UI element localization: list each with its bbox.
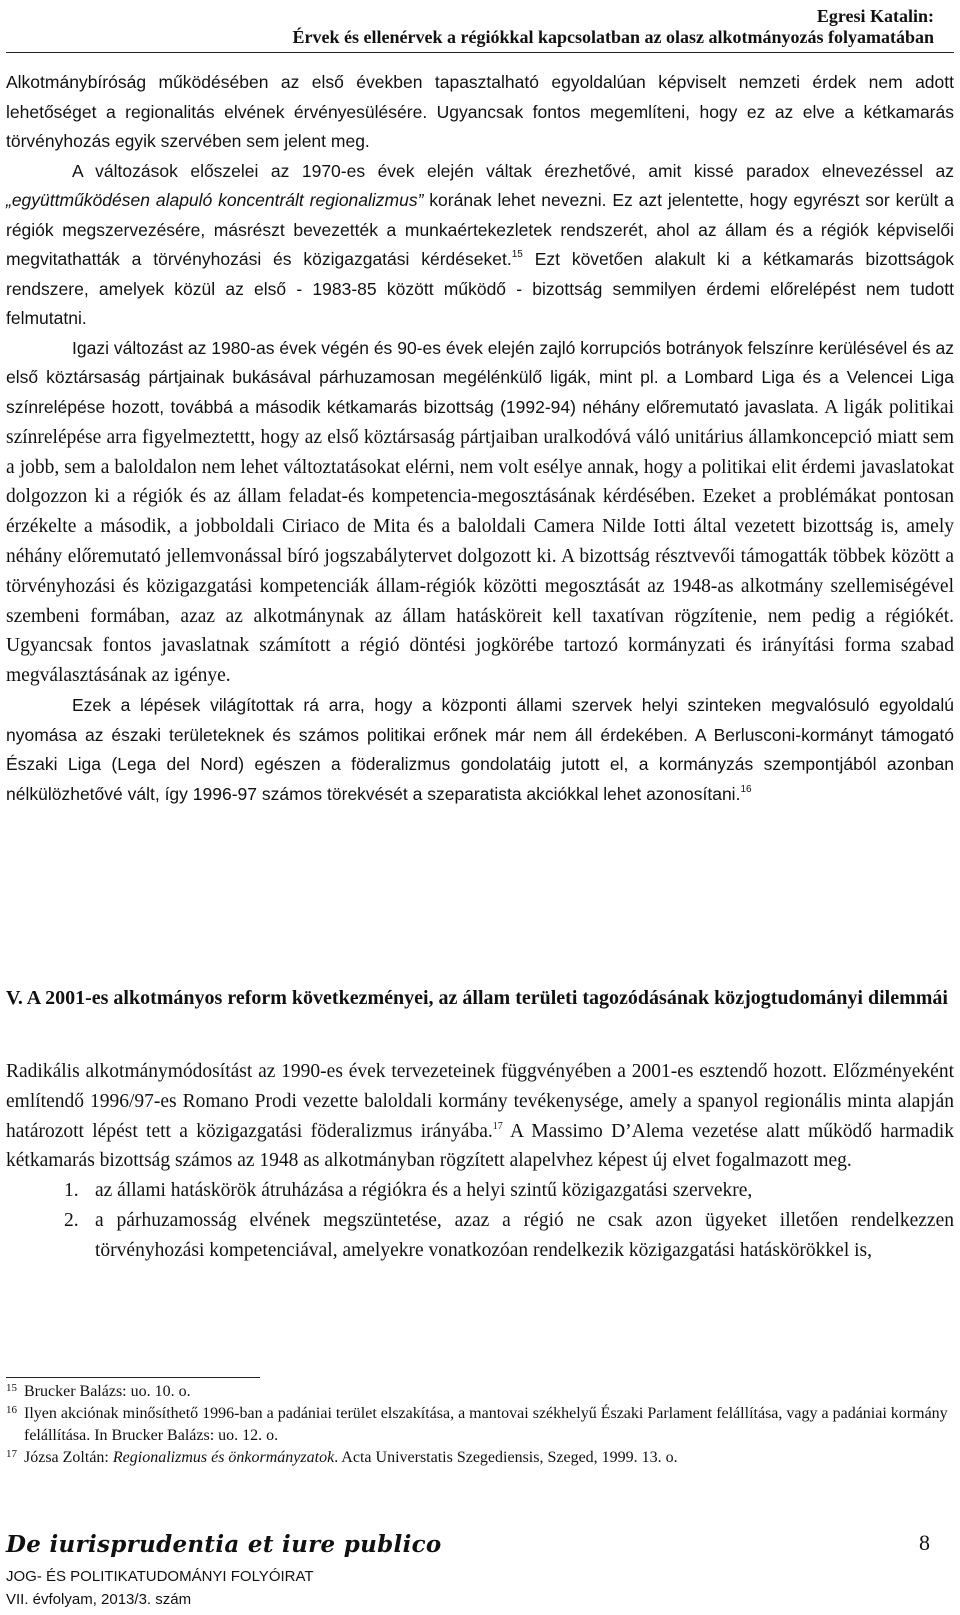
header-author: Egresi Katalin: <box>816 6 934 26</box>
list-item-text: a párhuzamosság elvének megszüntetése, azaz a régió ne csak azon ügyeket illetően rendelkezzen törvényhozási kompetenciával, amelyekre vonatkozóan rendelkezik közigazgatási hatáskörökkel is, <box>95 1209 954 1261</box>
paragraph-2-emphasis: „együttműködésen alapuló koncentrált regionalizmus” <box>6 190 424 210</box>
footnote-book-title: Regionalizmus és önkormányzatok <box>112 1449 335 1466</box>
footnote-ref-16[interactable]: 16 <box>740 783 752 795</box>
footnote-number: 15 <box>6 1382 17 1394</box>
footnote-number: 17 <box>6 1448 17 1460</box>
journal-name: JOG- ÉS POLITIKATUDOMÁNYI FOLYÓIRAT <box>6 1568 314 1585</box>
footnote-text: Ilyen akciónak minősíthető 1996-ban a padániai terület elszakítása, a mantovai székhelyű Északi Parlament felállítása, vagy a padániai kormány felállítása. In Brucker Balázs: uo. 12. o. <box>24 1405 948 1444</box>
journal-volume: VII. évfolyam, 2013/3. szám <box>6 1591 192 1608</box>
paragraph-1: Alkotmánybíróság működésében az első években tapasztalható egyoldalúan képviselt nemzeti érdek nem adott lehetőséget a regionalitás elvének érvényesülésére. Ugyancsak fontos megemlíteni, hogy ez az elve a kétkamarás törvényhozás egyik szervében sem jelent meg. <box>6 72 954 151</box>
footnote-text: Brucker Balázs: uo. 10. o. <box>24 1383 191 1400</box>
paragraph-5-text-b: A Massimo D’Alema vezetése alatt működő harmadik kétkamarás bizottság számos az 1948 as alkotmányban rögzített alapelvhez képest új elvet fogalmazott meg. <box>6 1120 954 1172</box>
footnote-ref-17[interactable]: 17 <box>492 1120 503 1132</box>
paragraph-2 <box>6 157 954 334</box>
principles-list <box>6 1176 954 1265</box>
list-item <box>6 1176 954 1206</box>
paragraph-5-text-a: Radikális alkotmánymódosítást az 1990-es évek tervezeteinek függvényében a 2001-es esztendő hozott. Előzményeként említendő 1996/97-es Romano Prodi vezette baloldali kormány tevékenysége, amely a spanyol regionális minta alapján határozott lépést tett a közigazgatási föderalizmus irányába. <box>6 1061 954 1142</box>
list-item-text: az állami hatáskörök átruházása a régiókra és a helyi szintű közigazgatási szervekre, <box>95 1180 753 1202</box>
footnote-ref-15[interactable]: 15 <box>511 249 523 260</box>
paragraph-2-text-c: Ezt követően alakult ki a kétkamarás bizottságok rendszere, amelyek közül az első - 1983-85 között működő - bizottság semmilyen érdemi előrelépést nem tudott felmutatni. <box>6 249 954 328</box>
footnote-16 <box>6 1403 954 1447</box>
paragraph-4 <box>6 691 954 809</box>
footnote-15 <box>6 1381 954 1403</box>
page-number: 8 <box>919 1530 930 1555</box>
article-body <box>6 68 954 809</box>
journal-logo: De iurisprudentia et iure publico <box>6 1531 442 1558</box>
footnote-number: 16 <box>6 1404 17 1416</box>
paragraph-5 <box>6 1057 954 1176</box>
footnote-text-tail: . Acta Universtatis Szegediensis, Szeged, 1999. 13. o. <box>334 1449 678 1466</box>
footnote-17 <box>6 1447 954 1469</box>
footnote-text: Józsa Zoltán: <box>24 1449 113 1466</box>
paragraph-3-text-b: A ligák politikai színrelépése arra figyelmeztettt, hogy az első köztársaság pártjaiban uralkodóvá váló unitárius államkoncepció miatt sem a jobb, sem a baloldalon nem lehet változtatásokat elérni, nem volt esélye annak, hogy a politikai elit érdemi javaslatokat dolgozzon ki a régiók és az állam feladat-és kompetencia-megosztásának kérdésében. Ezeket a problémákat pontosan érzékelte a második, a jobboldali Ciriaco de Mita és a baloldali Camera Nilde Iotti által vezetett bizottság is, amely néhány előremutató jellemvonással bíró jogszabálytervet dolgozott ki. A bizottság résztvevői támogatták többek között a törvényhozási és közigazgatási kompetenciák állam-régiók közötti megosztását az 1948-as alkotmány szellemiségével szembeni formában, azaz az alkotmánynak az állam hatásköreit kell taxatívan rögzítenie, nem pedig a régiókét. Ugyancsak fontos javaslatnak számított a régió döntési jogkörébe tartozó kormányzati és irányítási forma szabad megválasztásának az igénye. <box>6 397 954 687</box>
list-item-number: 2. <box>64 1209 79 1231</box>
list-item <box>6 1206 954 1266</box>
paragraph-3 <box>6 334 954 692</box>
footnotes <box>6 1381 954 1469</box>
header-title: Érvek és ellenérvek a régiókkal kapcsolatban az olasz alkotmányozás folyamatában <box>292 27 934 47</box>
paragraph-4-text: Ezek a lépések világítottak rá arra, hogy a központi állami szervek helyi szinteken megvalósuló egyoldalú nyomása az északi területeknek és számos politikai erőnek már nem áll érdekében. A Berlusconi-kormányt támogató Északi Liga (Lega del Nord) egészen a föderalizmus gondolatáig jutott el, a kormányzás szempontjából azonban nélkülözhetővé vált, így 1996-97 számos törekvését a szeparatista akciókkal lehet azonosítani. <box>6 695 954 804</box>
paragraph-2-text-b: korának lehet nevezni. Ez azt jelentette, hogy egyrészt sor került a régiók megszervezésére, másrészt bevezették a munkaértekezletek rendszerét, ahol az állam és a régiók képviselői megvitathatták a törvényhozási és közigazgatási kérdéseket. <box>6 190 954 269</box>
section-body <box>6 1057 954 1266</box>
paragraph-2-text-a: A változások előszelei az 1970-es évek elején váltak érezhetővé, amit kissé paradox elnevezéssel az <box>72 160 954 181</box>
section-heading: V. A 2001-es alkotmányos reform következményei, az állam területi tagozódásának közjogtudományi dilemmái <box>6 987 948 1009</box>
paragraph-3-text-a: Igazi változást az 1980-as évek végén és 90-es évek elején zajló korrupciós botrányok felszínre kerülésével és az első köztársaság pártjainak bukásával párhuzamosan megélénkülő ligák, mint pl. a Lombard Liga és a Velencei Liga színrelépése hozott, továbbá a második kétkamarás bizottság (1992-94) néhány előremutató javaslata. <box>6 337 954 418</box>
header-rule <box>6 52 954 53</box>
footnote-separator <box>6 1377 260 1378</box>
list-item-number: 1. <box>64 1180 79 1202</box>
